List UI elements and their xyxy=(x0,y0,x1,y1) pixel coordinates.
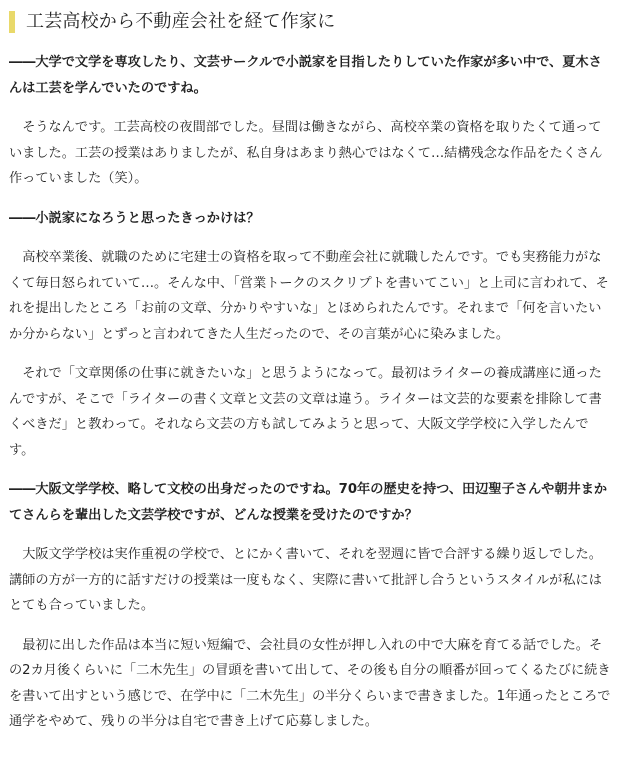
answer-2: 高校卒業後、就職のために宅建士の資格を取って不動産会社に就職したんです。でも実務能力がなくて毎日怒られていて…。そんな中、「営業トークのスクリプトを書いてこい」と上司に言われて、それを提出したところ「お前の文章、分かりやすいな」とほめられたんです。それまで「何を言いたいか分からない」とずっと言われてきた人生だったので、その言葉が心に染みました。 xyxy=(9,250,609,342)
heading-row xyxy=(9,8,611,36)
question-2: ――小説家になろうと思ったきっかけは？ xyxy=(9,210,260,226)
heading-accent-bar xyxy=(9,11,15,33)
answer-5: 最初に出した作品は本当に短い短編で、会社員の女性が押し入れの中で大麻を育てる話でした。その2カ月後くらいに「二木先生」の冒頭を書いて出して、その後も自分の順番が回ってくるたびに続きを書いて出すという感じで、在学中に「二木先生」の半分くらいまで書きました。1年通ったところで通学をやめて、残りの半分は自宅で書き上げて応募しました。 xyxy=(9,637,611,729)
article-heading: 工芸高校から不動産会社を経て作家に xyxy=(26,11,336,32)
question-1: ――大学で文学を専攻したり、文芸サークルで小説家を目指したりしていた作家が多い中で、夏木さんは工芸を学んでいたのですね。 xyxy=(9,55,602,96)
answer-1: そうなんです。工芸高校の夜間部でした。昼間は働きながら、高校卒業の資格を取りたくて通っていました。工芸の授業はありましたが、私自身はあまり熱心ではなくて…結構残念な作品をたくさん作っていました（笑）。 xyxy=(9,120,603,186)
question-3: ――大阪文学学校、略して文校の出身だったのですね。70年の歴史を持つ、田辺聖子さんや朝井まかてさんらを輩出した文芸学校ですが、どんな授業を受けたのですか？ xyxy=(9,482,608,523)
answer-4: 大阪文学学校は実作重視の学校で、とにかく書いて、それを翌週に皆で合評する繰り返しでした。講師の方が一方的に話すだけの授業は一度もなく、実際に書いて批評し合うというスタイルが私にはとても合っていました。 xyxy=(9,547,602,613)
answer-3: それで「文章関係の仕事に就きたいな」と思うようになって。最初はライターの養成講座に通ったんですが、そこで「ライターの書く文章と文芸の文章は違う。ライターは文芸的な要素を排除して書くべきだ」と教わって。それなら文芸の方も試してみようと思って、大阪文学学校に入学したんです。 xyxy=(9,366,602,458)
